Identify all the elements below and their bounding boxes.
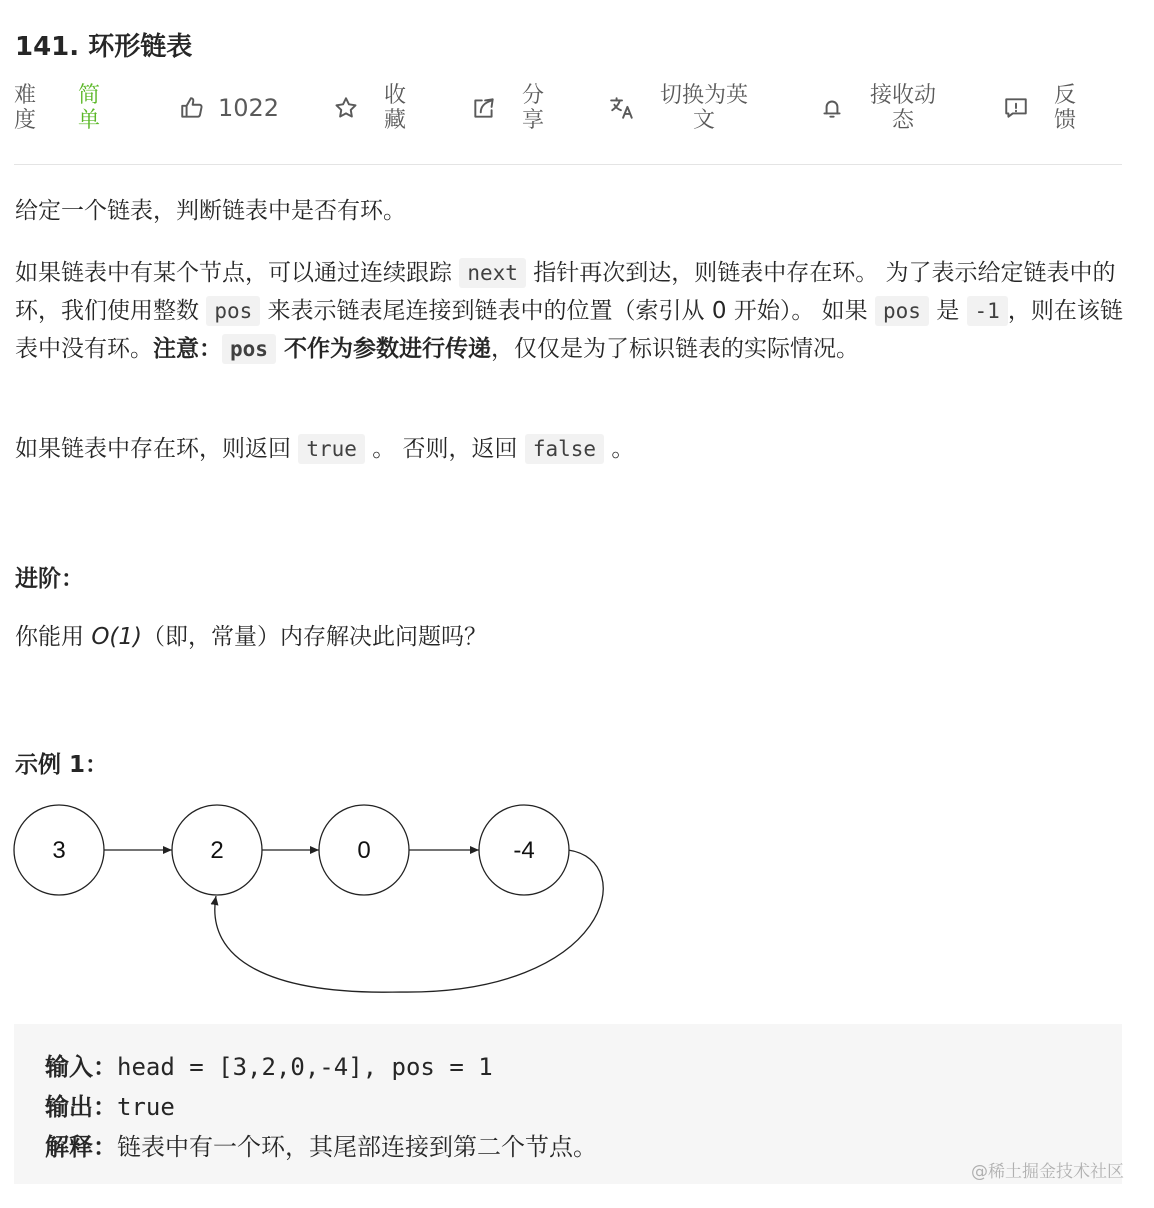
example-output: 输出：true	[45, 1093, 175, 1121]
problem-toolbar	[14, 82, 1122, 138]
star-icon	[332, 94, 360, 122]
code-pos: pos	[875, 296, 929, 326]
description-paragraph-3: 如果链表中存在环，则返回 true 。 否则，返回 false 。	[15, 436, 635, 462]
advanced-text: 你能用 O(1)（即，常量）内存解决此问题吗？	[15, 624, 487, 650]
page-title: 141. 环形链表	[15, 32, 193, 62]
code-false: false	[525, 434, 604, 464]
watermark: @稀土掘金技术社区	[971, 1162, 1124, 1182]
like-count: 1022	[218, 94, 280, 122]
difficulty-value: 简 单	[78, 83, 101, 133]
note-label: 注意：	[153, 336, 222, 362]
toolbar-divider	[14, 164, 1122, 165]
description-paragraph-2: 如果链表中有某个节点，可以通过连续跟踪 next 指针再次到达，则链表中存在环。 为了表示给定链表中的环，我们使用整数 pos 来表示链表尾连接到链表中的位置（索引从 0 开始）。 如果 pos 是 -1 ，则在该链表中没有环。注意： pos 不作为参数进行传递，仅仅是为了标识链表的实际情况。	[15, 260, 1123, 362]
code-neg-one: -1	[967, 296, 1008, 326]
description-paragraph-1: 给定一个链表，判断链表中是否有环。	[15, 198, 406, 224]
code-true: true	[298, 434, 365, 464]
subscribe-button[interactable]	[818, 82, 936, 134]
translate-icon	[608, 94, 636, 122]
node-value: -4	[513, 837, 535, 864]
difficulty-label: 难 度	[14, 83, 37, 133]
feedback-icon	[1002, 94, 1030, 122]
favorite-button[interactable]	[332, 82, 406, 134]
share-button[interactable]	[470, 82, 544, 134]
note-text: 不作为参数进行传递	[275, 336, 491, 362]
share-label: 分 享	[522, 83, 545, 133]
example-input: 输入：head = [3,2,0,-4], pos = 1	[45, 1053, 493, 1081]
feedback-button[interactable]	[1002, 82, 1076, 134]
difficulty	[14, 82, 100, 134]
node-value: 2	[210, 837, 224, 864]
switch-language-button[interactable]	[608, 82, 748, 134]
example-heading: 示例 1：	[15, 752, 109, 778]
example-block	[14, 1024, 1122, 1184]
favorite-label: 收 藏	[384, 83, 407, 133]
code-pos: pos	[206, 296, 260, 326]
node-value: 0	[357, 837, 371, 864]
advanced-heading: 进阶：	[15, 566, 84, 592]
code-next: next	[459, 258, 526, 288]
thumbs-up-icon	[178, 94, 206, 122]
bell-icon	[818, 94, 846, 122]
like-button[interactable]	[178, 82, 279, 134]
switch-language-label: 切换为英 文	[660, 83, 749, 133]
code-pos: pos	[222, 334, 276, 364]
linked-list-diagram	[0, 790, 640, 1010]
share-icon	[470, 94, 498, 122]
node-value: 3	[52, 837, 66, 864]
subscribe-label: 接收动 态	[870, 83, 937, 133]
feedback-label: 反 馈	[1054, 83, 1077, 133]
example-explanation: 解释：链表中有一个环，其尾部连接到第二个节点。	[45, 1133, 597, 1161]
